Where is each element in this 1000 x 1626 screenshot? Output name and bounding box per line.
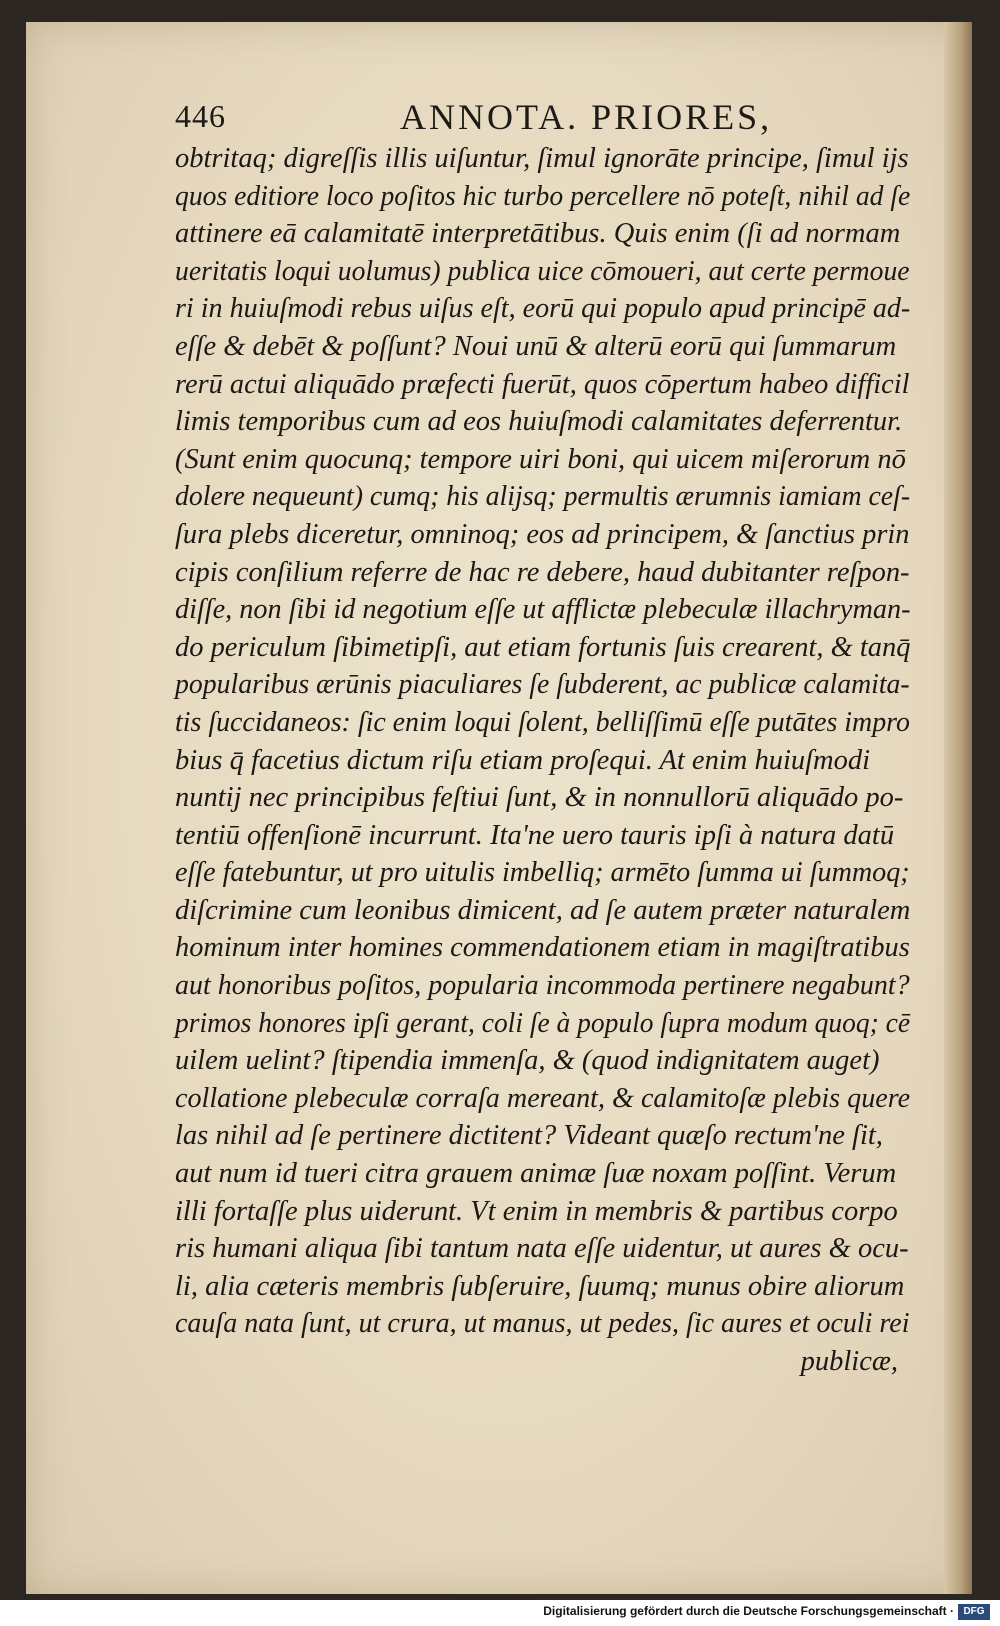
text-line: illi fortaſſe plus uiderunt. Vt enim in membris & partibus corpo	[175, 1195, 898, 1227]
text-line: eſſe fatebuntur, ut pro uitulis imbelliq; armēto ſumma ui ſummoq;	[175, 857, 910, 889]
text-line: diſcrimine cum leonibus dimicent, ad ſe autem præter naturalem	[175, 894, 911, 926]
text-line: aut honoribus poſitos, popularia incommoda pertinere negabunt?	[175, 970, 910, 1002]
page-number: 446	[175, 98, 226, 134]
text-line: cauſa nata ſunt, ut crura, ut manus, ut pedes, ſic aures et oculi rei	[175, 1308, 910, 1340]
text-line: diſſe, non ſibi id negotium eſſe ut afflictæ plebeculæ illachryman-	[175, 594, 911, 626]
dfg-logo-icon: DFG	[958, 1604, 990, 1620]
text-line: aut num id tueri citra grauem animæ ſuæ noxam poſſint. Verum	[175, 1158, 897, 1190]
text-line: ris humani aliqua ſibi tantum nata eſſe uidentur, ut aures & ocu-	[175, 1233, 909, 1265]
text-line: obtritaq; digreſſis illis uiſuntur, ſimul ignorāte principe, ſimul ijs	[175, 143, 909, 174]
text-line: attinere eā calamitatē interpretātibus. Quis enim (ſi ad normam	[175, 218, 901, 250]
text-line: collatione plebeculæ corraſa mereant, & calamitoſæ plebis quere	[175, 1082, 911, 1114]
text-line: nuntij nec principibus feſtiui ſunt, & in nonnullorū aliquādo po-	[175, 782, 904, 814]
text-line: do periculum ſibimetipſi, aut etiam fortunis ſuis crearent, & tanq̄	[175, 631, 911, 663]
text-line: tentiū offenſionē incurrunt. Ita'ne uero tauris ipſi à natura datū	[175, 819, 895, 851]
text-line: rerū actui aliquādo præfecti fuerūt, quos cōpertum habeo difficil	[175, 368, 910, 400]
text-line: hominum inter homines commendationem etiam in magiſtratibus	[175, 932, 910, 964]
text-line: limis temporibus cum ad eos huiuſmodi calamitates deferrentur.	[175, 406, 903, 438]
footer-bar	[0, 1600, 1000, 1626]
text-line: bius q̄ facetius dictum riſu etiam proſequi. At enim huiuſmodi	[175, 744, 871, 776]
text-body	[175, 140, 910, 1381]
page-gutter	[944, 22, 972, 1594]
text-line: ſura plebs diceretur, omninoq; eos ad principem, & ſanctius prin	[175, 518, 910, 550]
text-line: tis ſuccidaneos: ſic enim loqui ſolent, belliſſimū eſſe putātes impro	[175, 706, 910, 738]
text-line: li, alia cæteris membris ſubſeruire, ſuumq; munus obire aliorum	[175, 1270, 905, 1302]
catchword: publicæ,	[800, 1346, 898, 1377]
page-header	[175, 88, 905, 138]
text-line: cipis conſilium referre de hac re debere, haud dubitanter reſpon-	[175, 556, 910, 588]
text-line: ueritatis loqui uolumus) publica uice cōmoueri, aut certe permoue	[175, 255, 910, 287]
text-line: (Sunt enim quocunq; tempore uiri boni, qui uicem miſerorum nō	[175, 443, 906, 475]
text-line: quos editiore loco poſitos hic turbo percellere nō poteſt, nihil ad ſe	[175, 180, 911, 212]
text-line: uilem uelint? ſtipendia immenſa, & (quod indignitatem auget)	[175, 1045, 880, 1077]
text-line: las nihil ad ſe pertinere dictitent? Videant quæſo rectum'ne ſit,	[175, 1120, 883, 1152]
funding-notice: Digitalisierung gefördert durch die Deutsche Forschungsgemeinschaft ·	[543, 1604, 954, 1618]
text-line: primos honores ipſi gerant, coli ſe à populo ſupra modum quoq; cē	[175, 1007, 911, 1039]
text-line: dolere nequeunt) cumq; his alijsq; permultis ærumnis iamiam ceſ-	[175, 481, 911, 513]
text-line: eſſe & debēt & poſſunt? Noui unū & alterū eorū qui ſummarum	[175, 330, 897, 362]
text-line: ri in huiuſmodi rebus uiſus eſt, eorū qui populo apud principē ad-	[175, 293, 911, 325]
text-line: popularibus ærūnis piaculiares ſe ſubderent, ac publicæ calamita-	[175, 669, 910, 701]
running-title: ANNOTA. PRIORES,	[400, 97, 773, 137]
